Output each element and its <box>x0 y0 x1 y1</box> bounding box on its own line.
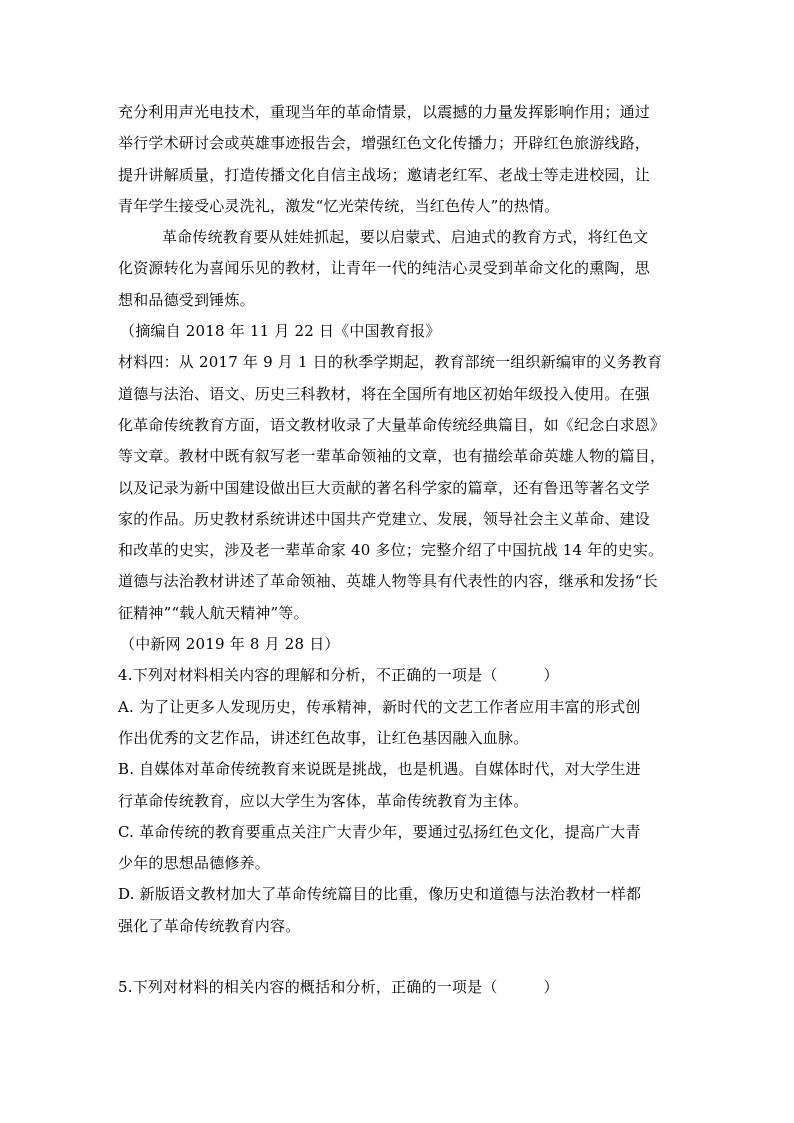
answer-paren-close: ） <box>543 978 559 997</box>
question-4-stem <box>118 660 680 691</box>
text-line: 家的作品。历史教材系统讲述中国共产党建立、发展，领导社会主义革命、建设 <box>118 509 651 528</box>
question-5-stem <box>118 972 680 1003</box>
answer-paren-open: （ <box>482 666 498 685</box>
option-d-line: 强化了革命传统教育内容。 <box>118 916 301 935</box>
question-stem-text: 4.下列对材料相关内容的理解和分析，不正确的一项是 <box>118 666 483 685</box>
option-b-line: B. 自媒体对革命传统教育来说既是挑战，也是机遇。自媒体时代，对大学生进 <box>118 760 641 779</box>
option-c-line: C. 革命传统的教育要重点关注广大青少年，要通过弘扬红色文化，提高广大青 <box>118 822 641 841</box>
text-line: 充分利用声光电技术，重现当年的革命情景，以震撼的力量发挥影响作用；通过 <box>118 103 651 121</box>
source-citation: （摘编自 2018 年 11 月 22 日《中国教育报》 <box>120 322 441 341</box>
text-line: 提升讲解质量，打造传播文化自信主战场；邀请老红军、老战士等走进校园，让 <box>118 165 651 184</box>
text-line: 和改革的史实，涉及老一辈革命家 40 多位；完整介绍了中国抗战 14 年的史实。 <box>118 541 664 560</box>
answer-paren-close: ） <box>543 666 559 685</box>
source-citation: （中新网 2019 年 8 月 28 日） <box>120 635 340 654</box>
text-line: 以及记录为新中国建设做出巨大贡献的著名科学家的篇章，还有鲁迅等著名文学 <box>118 478 651 497</box>
option-a-line: 作出优秀的文艺作品，讲述红色故事，让红色基因融入血脉。 <box>118 728 529 747</box>
option-b-line: 行革命传统教育，应以大学生为客体，革命传统教育为主体。 <box>118 791 529 810</box>
text-line: 青年学生接受心灵洗礼，激发“忆光荣传统，当红色传人”的热情。 <box>118 196 560 215</box>
option-c-line: 少年的思想品德修养。 <box>118 854 271 873</box>
text-line: 化资源转化为喜闻乐见的教材，让青年一代的纯洁心灵受到革命文化的熏陶，思 <box>118 259 651 278</box>
document-body <box>118 97 680 1003</box>
text-line: 举行学术研讨会或英雄事迹报告会，增强红色文化传播力；开辟红色旅游线路， <box>118 134 651 153</box>
material-four-heading-line: 材料四：从 2017 年 9 月 1 日的秋季学期起，教育部统一组织新编审的义务教育 <box>118 353 663 372</box>
text-line: 征精神”“载人航天精神”等。 <box>118 603 309 622</box>
text-line: 道德与法治教材讲述了革命领袖、英雄人物等具有代表性的内容，继承和发扬“长 <box>118 572 658 591</box>
option-d-line: D. 新版语文教材加大了革命传统篇目的比重，像历史和道德与法治教材一样都 <box>118 885 642 904</box>
answer-paren-open: （ <box>482 978 498 997</box>
question-stem-text: 5.下列对材料的相关内容的概括和分析，正确的一项是 <box>118 978 483 997</box>
text-line: 道德与法治、语文、历史三科教材，将在全国所有地区初始年级投入使用。在强 <box>118 384 651 403</box>
text-line: 等文章。教材中既有叙写老一辈革命领袖的文章，也有描绘革命英雄人物的篇目， <box>118 447 666 466</box>
text-line: 化革命传统教育方面，语文教材收录了大量革命传统经典篇目，如《纪念白求恩》 <box>118 415 666 434</box>
spacer <box>118 942 680 972</box>
option-a-line: A. 为了让更多人发现历史，传承精神，新时代的文艺工作者应用丰富的形式创 <box>118 697 641 716</box>
text-line: 想和品德受到锤炼。 <box>118 290 255 309</box>
paragraph-first-line: 革命传统教育要从娃娃抓起，要以启蒙式、启迪式的教育方式，将红色文 <box>162 228 649 247</box>
